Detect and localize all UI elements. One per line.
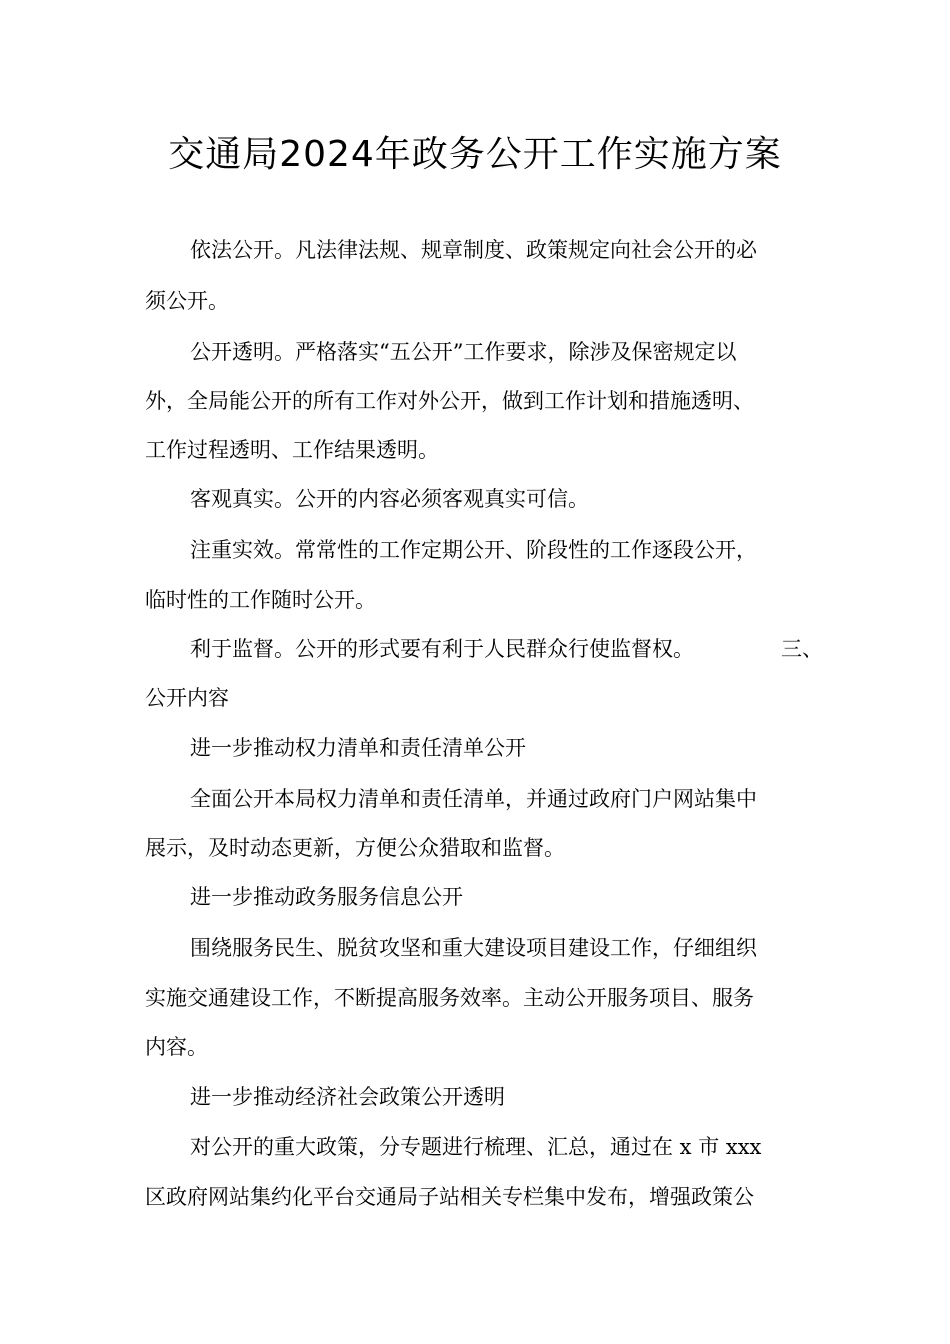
paragraph-line: 外，全局能公开的所有工作对外公开，做到工作计划和措施透明、	[145, 389, 754, 413]
section-number: 三、	[781, 637, 823, 661]
paragraph-line: 依法公开。凡法律法规、规章制度、政策规定向社会公开的必	[190, 238, 757, 262]
document-title: 交通局2024年政务公开工作实施方案	[168, 134, 782, 175]
paragraph-line: 临时性的工作随时公开。	[145, 588, 376, 612]
section-heading: 公开内容	[145, 686, 229, 710]
paragraph-line: 区政府网站集约化平台交通局子站相关专栏集中发布，增强政策公	[145, 1185, 754, 1209]
subsection-heading: 进一步推动政务服务信息公开	[190, 885, 463, 909]
subsection-heading: 进一步推动权力清单和责任清单公开	[190, 736, 526, 760]
paragraph-line: 公开透明。严格落实“五公开”工作要求，除涉及保密规定以	[190, 340, 737, 364]
subsection-heading: 进一步推动经济社会政策公开透明	[190, 1085, 505, 1109]
paragraph-line: 全面公开本局权力清单和责任清单，并通过政府门户网站集中	[190, 787, 757, 811]
paragraph-line: 利于监督。公开的形式要有利于人民群众行使监督权。	[190, 637, 694, 661]
paragraph-line: 工作过程透明、工作结果透明。	[145, 438, 439, 462]
paragraph-line: 须公开。	[145, 289, 229, 313]
paragraph-line: 内容。	[145, 1035, 208, 1059]
paragraph-line: 注重实效。常常性的工作定期公开、阶段性的工作逐段公开，	[190, 538, 757, 562]
paragraph-line: 围绕服务民生、脱贫攻坚和重大建设项目建设工作，仔细组织	[190, 936, 757, 960]
paragraph-line: 实施交通建设工作，不断提高服务效率。主动公开服务项目、服务	[145, 986, 754, 1010]
paragraph-line: 对公开的重大政策，分专题进行梳理、汇总，通过在 x 市 xxx	[190, 1135, 762, 1159]
paragraph-line: 客观真实。公开的内容必须客观真实可信。	[190, 487, 589, 511]
paragraph-line: 展示，及时动态更新，方便公众猎取和监督。	[145, 836, 565, 860]
